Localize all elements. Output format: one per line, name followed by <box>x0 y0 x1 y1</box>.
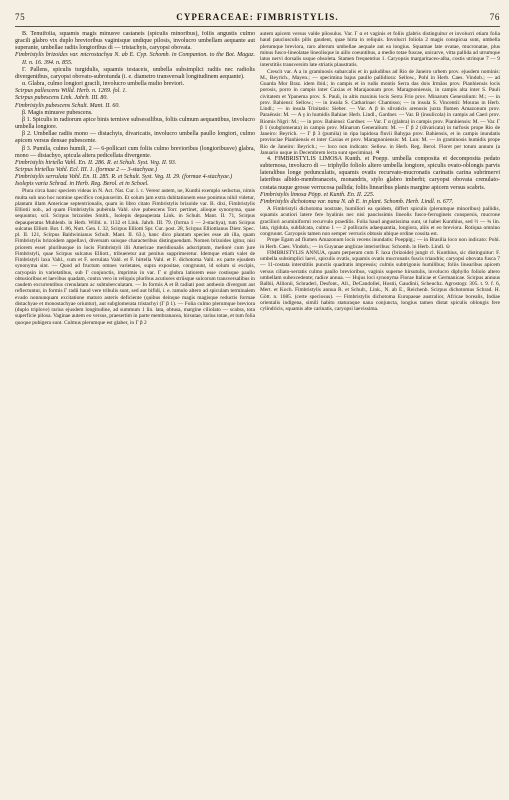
paragraph: Fimbristylis brizoides var. microstachya N. ab E. Cyp. Schomb. in Companion. to the Bot. Magaz. II. n. 16. 394. n. 855. <box>15 52 255 66</box>
paragraph: β 3. Pumila, culmo humili, 2 — 6-pollicari cum foliis culmo brevioribus (longioribusve) glabra, mono — distachyo, spicula altera pedicellata divergente. <box>15 145 255 159</box>
paragraph: 4. FIMBRISTYLIS LIMOSA Kunth. et Poepp. umbella composita et decomposita pedato subternosa, involucro di — triphyllo foliolo altero umbella longiore, spiculis ovato-oblongis parvis lateralibus longe pedunculatis, squamis ovatis recurvato-mucronatis carinatis carina subrimervi lateribus albido-membranaceis, monandris, stylo glabro imberbi; caryopsi obovata crenulato-costata nuque grosse verrucosa pallida; foliis linearibus planis margine apicem versus scabris. <box>260 156 500 191</box>
right-column <box>260 31 500 799</box>
running-header <box>15 12 500 27</box>
paragraph: β 2. Umbellae radiis mono — distachyis, divaricatis, involucro umbella paullo longiori, culmo apicem versus densae pubescente. <box>15 131 255 145</box>
paragraph: Fimbristylis dichotoma var. nana N. ab E. in plant. Schomb. Herb. Lindl. n. 677. <box>260 198 454 205</box>
paragraph: Crescit var. A a in graminosis subarcalis et in paludibus ad Rio de Janeiro urbem prov. ejusdem nominis: M., Beyrich., Mayen.; — specimina bajus paullo pallidiora: Sellow., Pohl in Herb. Caes. Vindob.; — ad Guarda Mor Braz. idem ibid.; in campis et in rudis montis Serra das dois Irmãos prov. Pianhiensis locis porosis, porro in campis inter Caxias et Marajaonam prov. Maragnoniensis, in campis alta inter S. Pauli civitatem et Ypanema prov. S. Pauli, in altis maxinis locis Serra Frio prov. Minarum Generalium: M.; — in prov. Bahiensi: Sellow.; — in insula S. Catharinae: Chamisso; — in insula S. Vincentii: Mouras in Herb. Lindl.; — in insula Trinitatis: Sieber. — Var. A β in silvaticis arenosis juxta flumen Amazonum prov. Paraënsis: M. — A γ in humidis Bahiae: Herb. Lindl., Gardner. — Var. B (insulicola) in campis ad Caeri prov. Riomis Nigri: M.; — in prov. Bahiensi: Gardner. — Var. Γ α (glabra) in campis prov. Pianhiensis: M. — Var. Γ β 1 (subglomerata) in campis prov. Minarum Generalium: M. — Γ β 2 (divaricata) in turfosis prope Rio de Janeiro: Beyrich. — Γ β 3 (pumila) in ripa lapidosa fluvii Bahypa prov. Bahiensis, et in campis inundatis provinciae Pianhiensis et inter Caxias et prov. Maragnoniensis: M. Lun: M. — in graminosis humidis prope Rio de Janeiro: Beyrich.; — loco non indicato: Sellow. in Herb. Reg. Berol. Floret per totum annum (a Januario usque in Decembrem lecta sunt specimina). ♃ <box>260 68 500 156</box>
paragraph: Fimbristylis limosa Pöpp. et Kunth. En. II. 225. <box>260 191 375 198</box>
genus-title: FIMBRISTYLIS. <box>256 12 339 22</box>
paragraph: Fimbristylis pubescens Schult. Mant. II. 60. <box>15 102 120 109</box>
paragraph: FIMBRISTYLIS ANNUA, quam perperam cum F. laxa (brizoide) jungit cl. Kunthius, sic distinguitur: F. umbella subsimplici laevi, spiculis ovatis, squamis ovatis mucronatis fuscis triandris; caryopsi obovata fusca 7 — 11-costata interstitiis punctis quadratis impressis; culmis subtrigonis humilibus; foliis linearibus apicem versus ciliato-serratis culmo paullo brevioribus, vaginis superne hirsutulis, involucro diphyllo foliolo altero umbellam subexcedente; radice annua. — Hujus loci synonyma Florae Italicae et Germanicae. Scirpus annuus Balbii, Allionii, Schraderi, Desfont., All., DeCandollei, Hostii, Gaudinii, Scheuchz. Agrostogr. 305. t. 9. f. 6, Mert. et Koch. Fimbristylis annua R. et Schult., Link., N. ab E., Reichenb. Scirpus dichotomus Schrad. H. Gött. n. 1685. (certe speciosus). — Fimbristylis dichotoma Europaeae australior, Africae borealis, Indiae orientalis indigena, simili habitu staturaque nana conjuncta, longius tamen distat spiculis oblongis fere cylindricis, squamis alte carinatis, caryopsi laevissima. <box>260 249 500 313</box>
paragraph: β 1. Spiculis in radiorum apice binis ternisve subsessilibus, foliis culmum aequantibus, involucro umbella longiore. <box>15 116 255 131</box>
family-title: CYPERACEAE: <box>176 12 254 22</box>
paragraph: Fimbristylis hirtella Vahl. En. II. 286. R. et Schult. Syst. Veg. II. 93. <box>15 159 177 166</box>
text-columns <box>15 31 500 799</box>
page-number: 75 <box>15 12 26 22</box>
paragraph: Isolepis varia Schrad. in Herb. Reg. Berol. et in Schoel. <box>15 181 149 188</box>
paragraph: B. Tenuifolia, squamis magis minusve castaneis (spiculis minoribus), foliis angustis culmo gracili glabro vix duplo brevioribus vaginisque undique pilosis, involucro umbellam aequante aut superante, umbellae radiis longioribus di — tristachyis, caryopsi obovata. <box>15 31 255 52</box>
paragraph: A Fimbristyli dichotoma nostrate, humiliori ea quidem, differt spiculis (plerumque minoribus) pallidis, squamis acutiori latere fere hyalinis nec nisi paucissimis lineolis fusco-ferrugineis conspersis, mucrone graciliori acuminiformi recurvulo praedilis. Folia haud angustissima sunt, ut habet Kunthius, sed ½ — ¾ lin. lata, rigidula, subfalcata, culmo 1 — 2 pollicaris adaequantia, longiora, aliis et eo breviora. Rotiqua omnino congruunt. Caryopsis tamen non semper verrucis obtusis ubique ordine cossita est. <box>260 206 500 238</box>
paragraph: Prope Egam ad flumen Amazonum locis recens inundatis: Poeppig.; — in Brasilia loco non indicato: Pohl. in Herb. Caes. Vindob.; — in Guyanae anglicae interioribus: Schomb. in Herb. Lindl. ⊙ <box>260 237 500 250</box>
paragraph: Scirpus pubescens Link. Jahrb. III. 80. <box>15 95 108 102</box>
paragraph: Scirpus pallescens Willd. Herb. n. 1269. fol. 1. <box>15 88 127 95</box>
column-number: 76 <box>489 12 500 22</box>
paragraph: α. Glabra, culmo longiori gracili, involucro umbella multo breviori. <box>22 81 185 88</box>
paragraph: autem apicem versus valde pilosulus. Var. Γ α et vaginis et foliis glabris distinguitur et involucri etiam folia haud pauciusculis pilis gaudent, quae hirta in reliquis. Involucri foliola 2 magis conspicua sunt, umbella plerumque breviora, raro alterum umbellae aequale aut ea longius. Squamae late ovatae, mucronatae, plus minus fusco-lineolatae lineolisque in aillo coeuntibus, a medio totae fuscae, unicarve, vitta pallida ad utrumque latus nervi dorsalis usque obsoleta. Stamen frequentius 1. Caryopsis margaritaceo-alba, costis utrinque 7 — 9 interstitiis transversim late striatis plaustratis. <box>260 31 500 69</box>
paragraph: Plura circa hanc speciem videas in N. Act. Nat. Cur. l. c. Vereor autem, ne, Kunthi exemplo seductus, nimis multa sub uno hoc nomine specifico conjunxerim. Et solum jam extra dubitationem esse ponimus nihil videtur, plantam illam Americae septentrionalis, quam in libro citato Fimbristylis brizoide var. B. dixi, Fimbristylis Elliotii nob., ad quam Fimbristylis pubérula Vahl. sive pubescens Torr. pertinet, alioque synonyma, quae sequuntur, scil. Scirpus brizoides Smith., Isolepis depauperata Link. in Schult. Mant. II. 71, Scirpus depauperatus Muhlenb. in Herb. Willd. n. 1132 et Link. Jahrb. III. 79. (forma 1 — 2-stachya), tum Scirpus sulcatus Elliott. Bot. I. 86, Nutt. Gen. I. 32, Scirpus Elliotti Spr. Cur. post. 28, Scirpus Elliottianus Dietr. Spec. pl. II. 121, Scirpus Baldwinianus Schult. Mant. II. 63.), hanc dico plantam species esse ab illa, quam Fimbristylis brizoidem appellavi, diversam suisque characteribus distinguendam. Nomen brizoides igitur, nisi priorem esset pluribusque in locis Fimbristyli illi Americae meridionalis adscriptum, melioré cum jure Fimbristyli, quae Scirpus sulcatus Elliott., tribueretur aut penitus supprimeretur. Idemque etiam valet de Fimbristyli laxa Vahl., cum et F. serrulata Vahl. et F. hirtella Vahl. et F. dichotoma Vahl. ex parte ejusdem synonyma sint. — Quod ad fructum omnes varietates, supra expositae, congruunt, id solum si excipis, caryopsin in varietatibus, sub Γ conjunctis, imprimis in var. Γ α globra latiorem esse costisque paullo obtusioribus et laevibus quadam, contra vero in reliquis pluribus acutiores striisque sulcorum transversalibus in caudem excurrentibus crenulatam ac subtuberculatam. — In formis A et B radiati post anthesin divergunt aut reflectuntur, in formis Γ radii haud vere tribulis sunt, sed aut bifidi, i. e. ramulo altero ad spiculam terminalem evado nonnunquam excitatione maturo asteris deficiente (quibus deinque magis magisque reductis formae distachyae et monostachyae oriuntur), aut subglomerata tristachyi (Γ β 1). — Folia culmo plerumque breviora (duplo triplove) rarius ejusdem longitudine, ad summum 1 lin. lata, obtusa, margine ciliolato — scabra, tota superficie pilosa. Vaginae autem eo versus, praesertim in parte membranacea, hirsutae, rarius totae, et tum folia quoque pubigera sunt. Culmus plerumque est glaber, in Γ β 2 <box>15 188 255 326</box>
paragraph: Fimbristylis serrulata Vahl. En. II. 285. R. et Schult. Syst. Veg. II. 29. (formae 4-stachyae.) <box>15 174 233 181</box>
paragraph: Scirpus hirtellus Vahl. Ecl. III. 1. (formae 2 — 3-stachyae.) <box>15 166 157 173</box>
paragraph: β. Magis minusve pubescens. <box>22 109 93 116</box>
paragraph: Γ. Pallens, spiculis turgidulis, squamis testaceis, umbella subsimplici radiis nec radiolis divergentibus, caryopsi obovato-subrotunda (i. e. diametro transversali longitudinem aequante). <box>15 66 255 80</box>
running-title <box>176 12 339 22</box>
left-column <box>15 31 255 799</box>
